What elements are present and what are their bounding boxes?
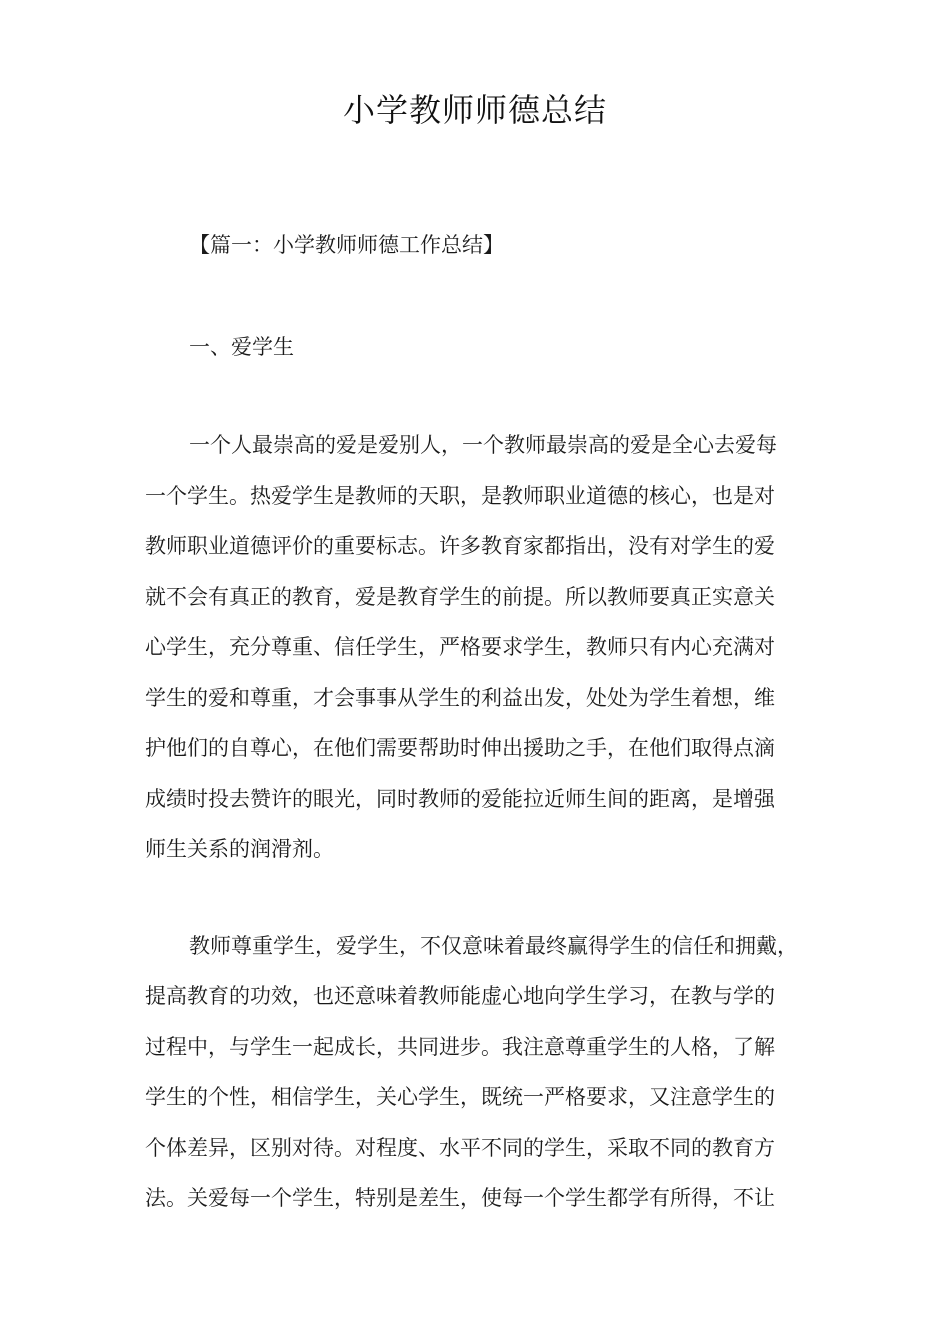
section-heading: 【篇一：小学教师师德工作总结】 <box>189 233 504 257</box>
paragraph-line: 师生关系的润滑剂。 <box>145 837 334 861</box>
paragraph-line: 学生的个性，相信学生，关心学生，既统一严格要求，又注意学生的 <box>145 1085 775 1109</box>
document-title: 小学教师师德总结 <box>342 91 607 129</box>
subheading: 一、爱学生 <box>189 335 294 359</box>
paragraph-line: 教师尊重学生，爱学生，不仅意味着最终赢得学生的信任和拥戴， <box>189 934 798 958</box>
paragraph-line: 一个人最崇高的爱是爱别人，一个教师最崇高的爱是全心去爱每 <box>189 433 777 457</box>
paragraph-line: 提高教育的功效，也还意味着教师能虚心地向学生学习，在教与学的 <box>145 984 775 1008</box>
paragraph-line: 学生的爱和尊重，才会事事从学生的利益出发，处处为学生着想，维 <box>145 686 775 710</box>
paragraph-line: 心学生，充分尊重、信任学生，严格要求学生，教师只有内心充满对 <box>145 635 775 659</box>
paragraph-line: 个体差异，区别对待。对程度、水平不同的学生，采取不同的教育方 <box>145 1136 775 1160</box>
paragraph-line: 过程中，与学生一起成长，共同进步。我注意尊重学生的人格，了解 <box>145 1035 775 1059</box>
paragraph-line: 法。关爱每一个学生，特别是差生，使每一个学生都学有所得，不让 <box>145 1186 775 1210</box>
paragraph-line: 护他们的自尊心，在他们需要帮助时伸出援助之手，在他们取得点滴 <box>145 736 775 760</box>
paragraph-line: 就不会有真正的教育，爱是教育学生的前提。所以教师要真正实意关 <box>145 585 775 609</box>
paragraph-line: 成绩时投去赞许的眼光，同时教师的爱能拉近师生间的距离，是增强 <box>145 787 775 811</box>
paragraph-line: 教师职业道德评价的重要标志。许多教育家都指出，没有对学生的爱 <box>145 534 775 558</box>
paragraph-line: 一个学生。热爱学生是教师的天职，是教师职业道德的核心，也是对 <box>145 484 775 508</box>
